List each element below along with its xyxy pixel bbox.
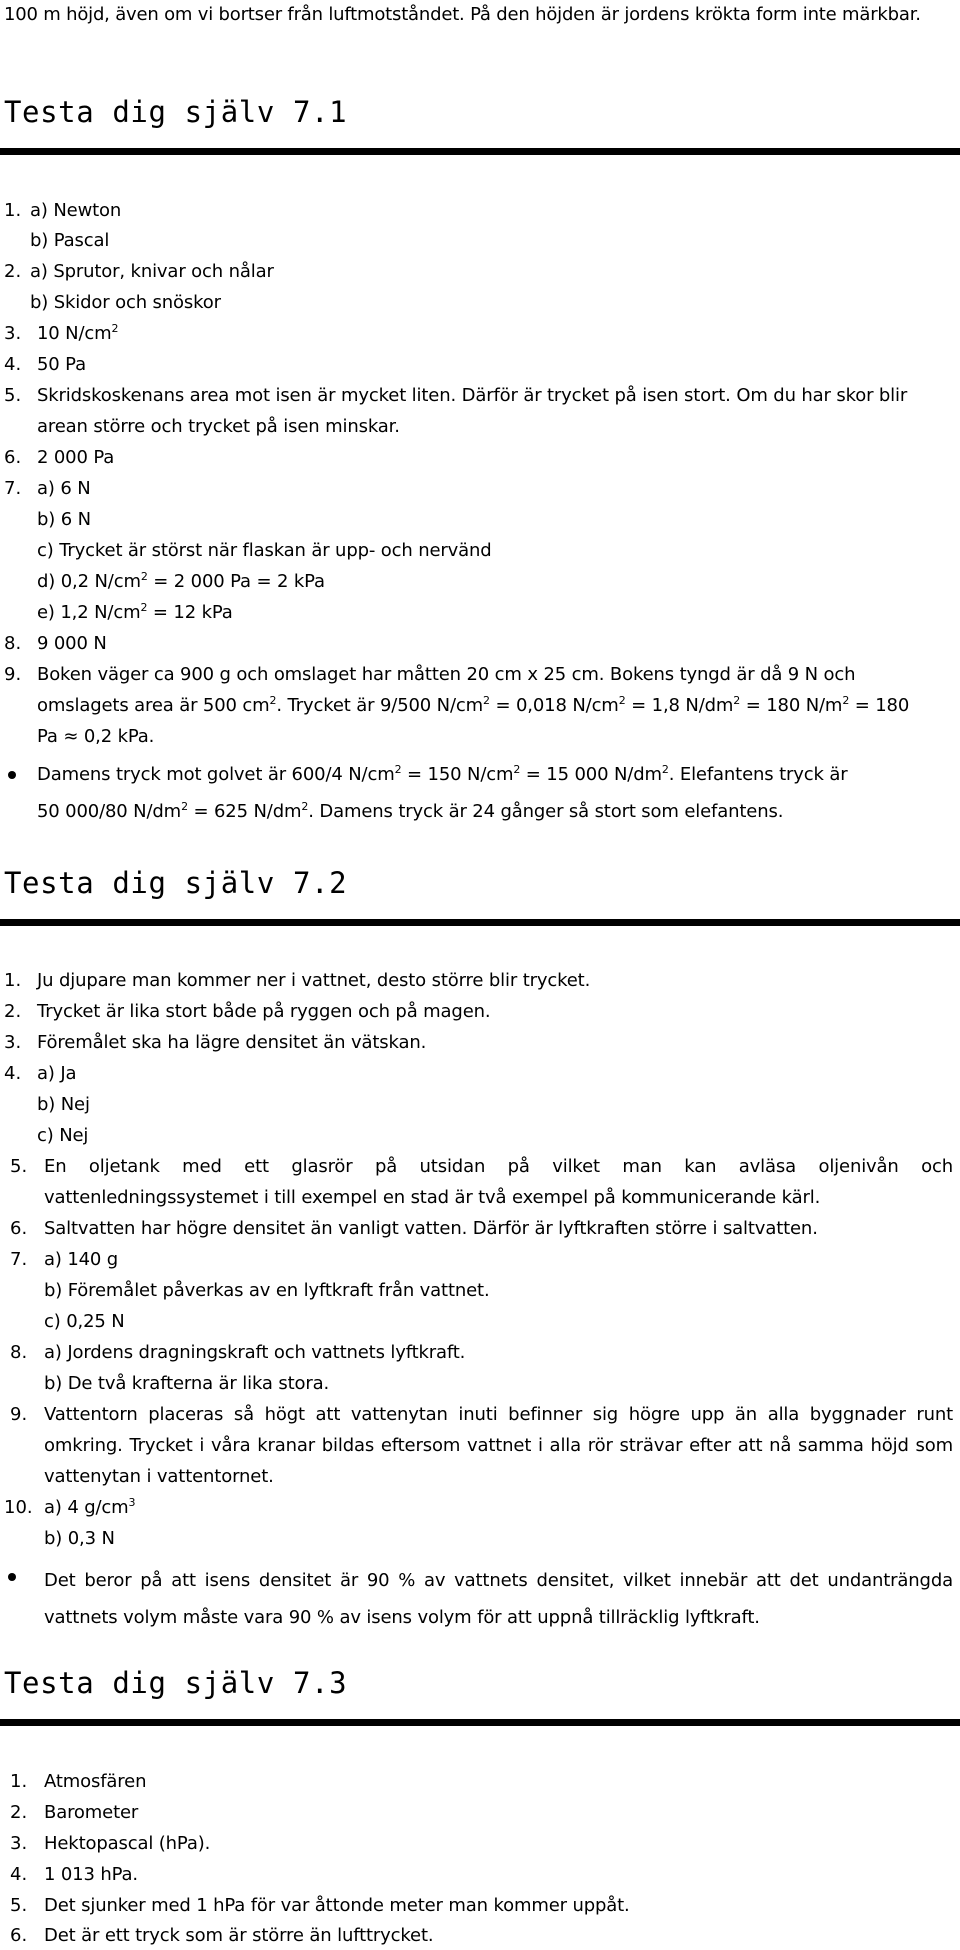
- item-number: 8.: [4, 633, 22, 654]
- item-number: 6.: [10, 1218, 28, 1239]
- item-number: 5.: [4, 385, 22, 406]
- answer-line: Barometer: [44, 1802, 139, 1823]
- item-number: 3.: [10, 1833, 28, 1854]
- answer-line: Saltvatten har högre densitet än vanligt vatten. Därför är lyftkraften större i saltvatten.: [44, 1218, 818, 1239]
- bullet-dot: [8, 771, 16, 779]
- answer-line: Boken väger ca 900 g och omslaget har måtten 20 cm x 25 cm. Bokens tyngd är då 9 N och: [37, 664, 856, 685]
- answer-line: a) Sprutor, knivar och nålar: [30, 261, 274, 282]
- answer-paragraph: En oljetank med ett glasrör på utsidan på vilket man kan avläsa oljenivån och vattenledningssystemet i till exempel en stad är två exempel på kommunicerande kärl.: [44, 1156, 953, 1208]
- answer-line: a) 6 N: [37, 478, 91, 499]
- item-number: 1.: [4, 200, 22, 221]
- item-number: 4.: [4, 1063, 22, 1084]
- item-number: 9.: [10, 1404, 28, 1425]
- answer-line: Ju djupare man kommer ner i vattnet, desto större blir trycket.: [37, 970, 591, 991]
- answer-line: 1 013 hPa.: [44, 1864, 138, 1885]
- answer-line: Trycket är lika stort både på ryggen och på magen.: [37, 1001, 491, 1022]
- answer-line: 10 $N/cm^2$: [37, 322, 119, 344]
- answer-line: c) 0,25 N: [44, 1311, 125, 1332]
- item-number: 7.: [10, 1249, 28, 1270]
- answer-line: Det är ett tryck som är större än lufttrycket.: [44, 1925, 434, 1946]
- answer-line: 50 Pa: [37, 354, 86, 375]
- section-heading-7-1: Testa dig själv 7.1: [4, 95, 348, 129]
- item-number: 6.: [10, 1925, 28, 1946]
- answer-line: e) 1,2 $N/cm^2 = 12$ kPa: [37, 601, 233, 623]
- answer-line: Det sjunker med 1 hPa för var åttonde meter man kommer uppåt.: [44, 1895, 630, 1916]
- answer-line: a) 140 g: [44, 1249, 119, 1270]
- answer-line: a) Newton: [30, 200, 122, 221]
- bullet-dot: [8, 1573, 16, 1581]
- answer-line: b) Pascal: [30, 230, 110, 251]
- item-number: 4.: [10, 1864, 28, 1885]
- item-number: 3.: [4, 1032, 22, 1053]
- answer-line: Hektopascal (hPa).: [44, 1833, 211, 1854]
- heading-rule: [0, 148, 960, 155]
- answer-line: Pa ≈ 0,2 kPa.: [37, 726, 155, 747]
- answer-line: Atmosfären: [44, 1771, 147, 1792]
- answer-line: b) De två krafterna är lika stora.: [44, 1373, 330, 1394]
- answer-line: 9 000 N: [37, 633, 107, 654]
- section-heading-7-2: Testa dig själv 7.2: [4, 866, 348, 900]
- item-number: 2.: [10, 1802, 28, 1823]
- answer-line: d) 0,2 $N/cm^2 = 2$ 000 Pa = 2 kPa: [37, 570, 325, 592]
- answer-paragraph: Skridskoskenans area mot isen är mycket liten. Därför är trycket på isen stort. Om du har skor blir arean större och trycket på isen minskar.: [37, 385, 908, 437]
- answer-line: a) Ja: [37, 1063, 77, 1084]
- answer-paragraph: Det beror på att isens densitet är 90 % av vattnets densitet, vilket innebär att det undanträngda vattnets volym måste vara 90 % av isens volym för att uppnå tillräcklig lyftkraft.: [44, 1570, 953, 1628]
- item-number: 3.: [4, 323, 22, 344]
- answer-line: 50 000/80 $N/dm^2 = 625$ $N/dm^2$. Damens tryck är 24 gånger så stort som elefantens.: [37, 800, 784, 822]
- answer-line: b) Skidor och snöskor: [30, 292, 221, 313]
- item-number: 9.: [4, 664, 22, 685]
- answer-line: a) 4 $g/cm^3$: [44, 1496, 136, 1518]
- answer-line: b) 6 N: [37, 509, 91, 530]
- item-number: 5.: [10, 1156, 28, 1177]
- item-number: 6.: [4, 447, 22, 468]
- heading-rule: [0, 1719, 960, 1726]
- item-number: 2.: [4, 261, 22, 282]
- answer-line: Damens tryck mot golvet är 600/4 $N/cm^2 = 150$ $N/cm^2 = 15$ 000 $N/dm^2$. Elefantens tryck är: [37, 763, 848, 785]
- item-number: 2.: [4, 1001, 22, 1022]
- item-number: 7.: [4, 478, 22, 499]
- answer-line: c) Nej: [37, 1125, 89, 1146]
- answer-line: b) Nej: [37, 1094, 90, 1115]
- answer-line: b) Föremålet påverkas av en lyftkraft från vattnet.: [44, 1280, 490, 1301]
- item-number: 8.: [10, 1342, 28, 1363]
- item-number: 1.: [10, 1771, 28, 1792]
- section-heading-7-3: Testa dig själv 7.3: [4, 1666, 348, 1700]
- item-number: 10.: [4, 1497, 33, 1518]
- answer-line: a) Jordens dragningskraft och vattnets lyftkraft.: [44, 1342, 466, 1363]
- intro-paragraph: 100 m höjd, även om vi bortser från luftmotståndet. På den höjden är jordens krökta form inte märkbar.: [4, 4, 921, 25]
- item-number: 5.: [10, 1895, 28, 1916]
- answer-paragraph: Vattentorn placeras så högt att vattenytan inuti befinner sig högre upp än alla byggnader runt omkring. Trycket i våra kranar bildas eftersom vattnet i alla rör strävar efter att nå samma höjd som vattenytan i vattentornet.: [44, 1404, 953, 1487]
- answer-line: b) 0,3 N: [44, 1528, 115, 1549]
- item-number: 4.: [4, 354, 22, 375]
- heading-rule: [0, 919, 960, 926]
- answer-line: omslagets area är 500 $cm^2$. Trycket är 9/500 $N/cm^2 = 0,018$ $N/cm^2 = 1,8$ $N/dm^2 = 180$ $N/m^2 = 180$: [37, 694, 910, 716]
- answer-line: c) Trycket är störst när flaskan är upp- och nervänd: [37, 540, 492, 561]
- answer-line: 2 000 Pa: [37, 447, 115, 468]
- item-number: 1.: [4, 970, 22, 991]
- answer-line: Föremålet ska ha lägre densitet än vätskan.: [37, 1032, 427, 1053]
